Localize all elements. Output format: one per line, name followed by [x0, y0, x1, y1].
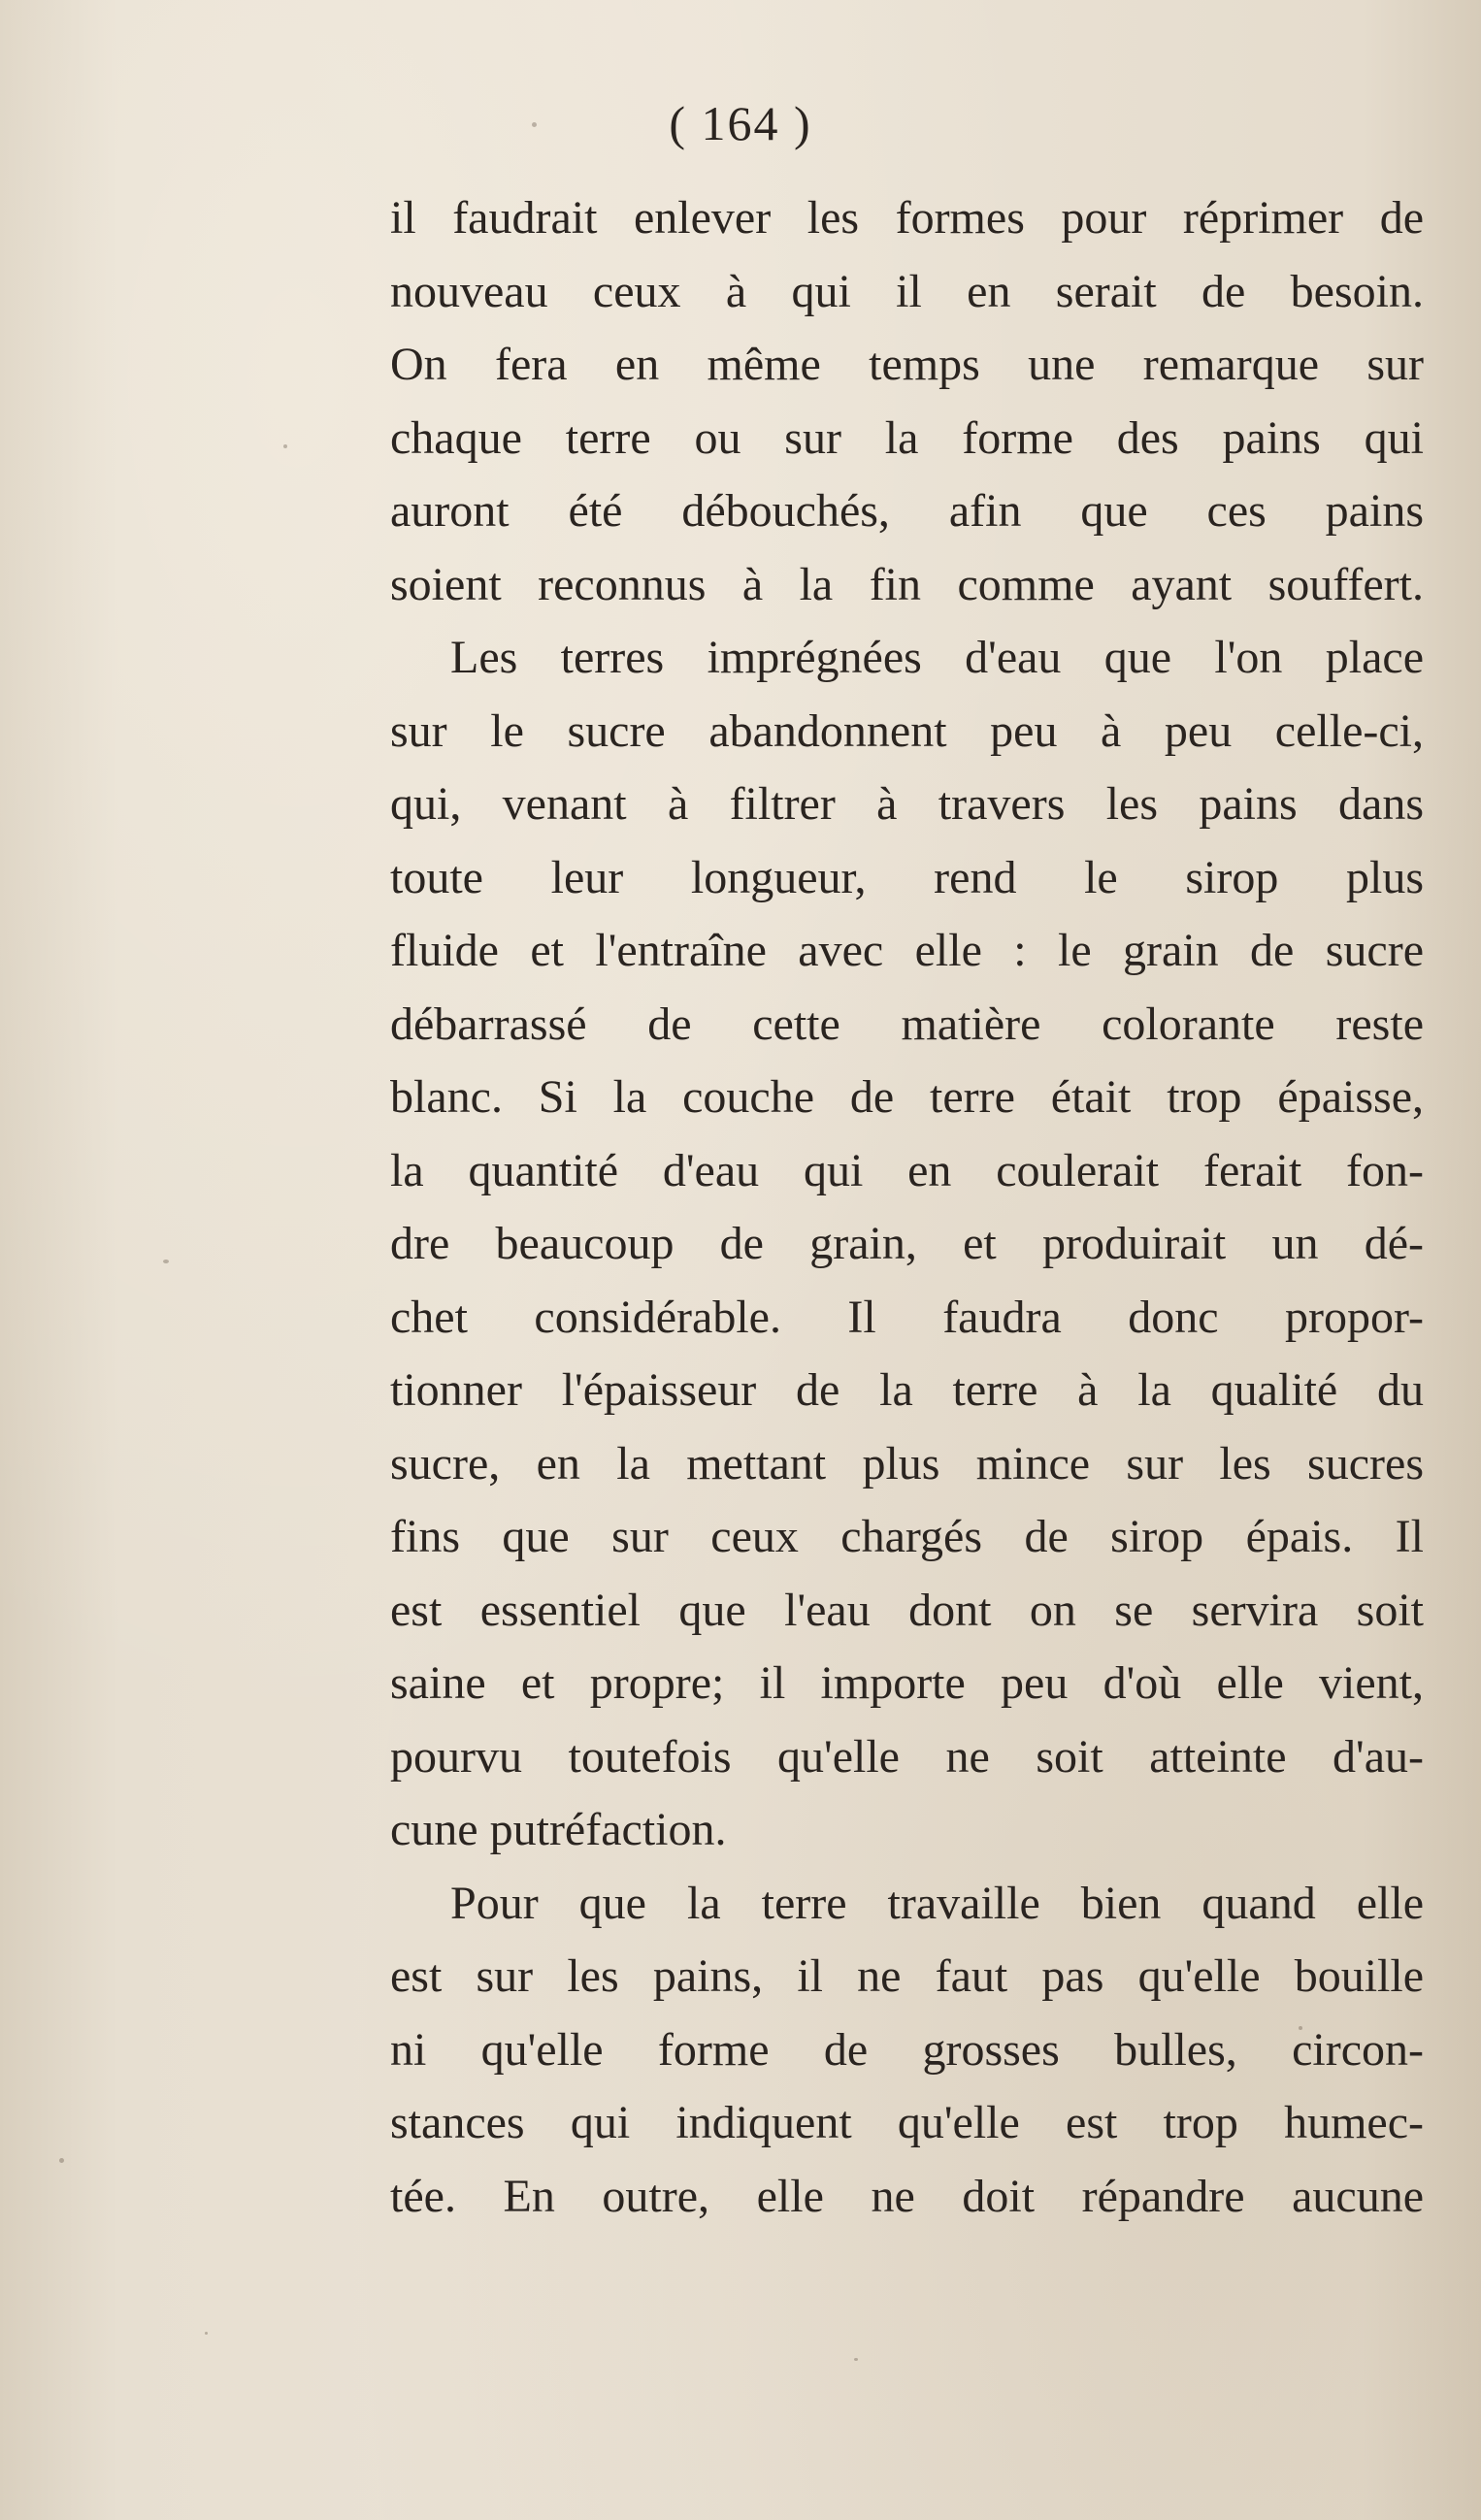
body-text — [390, 181, 1424, 2233]
page-number: ( 164 ) — [669, 96, 812, 150]
text-line: toute leur longueur, rend le sirop plus — [390, 851, 1424, 903]
text-line: fins que sur ceux chargés de sirop épais. Il — [390, 1511, 1424, 1562]
text-line: tionner l'épaisseur de la terre à la qualité du — [390, 1364, 1424, 1416]
text-line: est essentiel que l'eau dont on se servira soit — [390, 1584, 1424, 1636]
text-line: fluide et l'entraîne avec elle : le grain de sucre — [390, 925, 1424, 976]
text-line: sur le sucre abandonnent peu à peu celle-ci, — [390, 704, 1424, 757]
text-line: auront été débouchés, afin que ces pains — [390, 485, 1424, 537]
paper-speck — [854, 2358, 858, 2361]
paper-speck — [283, 444, 287, 448]
text-line: la quantité d'eau qui en coulerait ferait fon- — [390, 1144, 1424, 1196]
text-line: qui, venant à filtrer à travers les pains dans — [390, 778, 1424, 830]
paper-speck — [163, 1260, 169, 1263]
paper-speck — [205, 2332, 208, 2335]
text-line: chet considérable. Il faudra donc propor- — [390, 1291, 1424, 1343]
text-line: ni qu'elle forme de grosses bulles, circon- — [390, 2023, 1424, 2076]
paragraph-first-line: Les terres imprégnées d'eau que l'on place — [450, 632, 1424, 683]
paragraph-first-line: Pour que la terre travaille bien quand elle — [450, 1877, 1424, 1929]
text-line: On fera en même temps une remarque sur — [390, 339, 1424, 390]
text-line: est sur les pains, il ne faut pas qu'elle bouille — [390, 1950, 1424, 2002]
text-line: tée. En outre, elle ne doit répandre aucune — [390, 2170, 1424, 2222]
text-line: débarrassé de cette matière colorante reste — [390, 998, 1424, 1050]
text-line: il faudrait enlever les formes pour réprimer de — [390, 192, 1424, 244]
text-line: stances qui indiquent qu'elle est trop humec- — [390, 2097, 1424, 2148]
text-line: saine et propre; il importe peu d'où elle vient, — [390, 1657, 1424, 1709]
text-line: dre beaucoup de grain, et produirait un dé- — [390, 1218, 1424, 1269]
text-line: pourvu toutefois qu'elle ne soit atteinte d'au- — [390, 1730, 1424, 1783]
paragraph-last-line: cune putréfaction. — [390, 1804, 727, 1855]
text-line: blanc. Si la couche de terre était trop épaisse, — [390, 1071, 1424, 1123]
text-line: soient reconnus à la fin comme ayant souffert. — [390, 558, 1424, 610]
text-line: sucre, en la mettant plus mince sur les sucres — [390, 1437, 1424, 1489]
paper-speck — [59, 2158, 64, 2163]
text-line: nouveau ceux à qui il en serait de besoin. — [390, 265, 1424, 317]
text-line: chaque terre ou sur la forme des pains qui — [390, 411, 1424, 464]
